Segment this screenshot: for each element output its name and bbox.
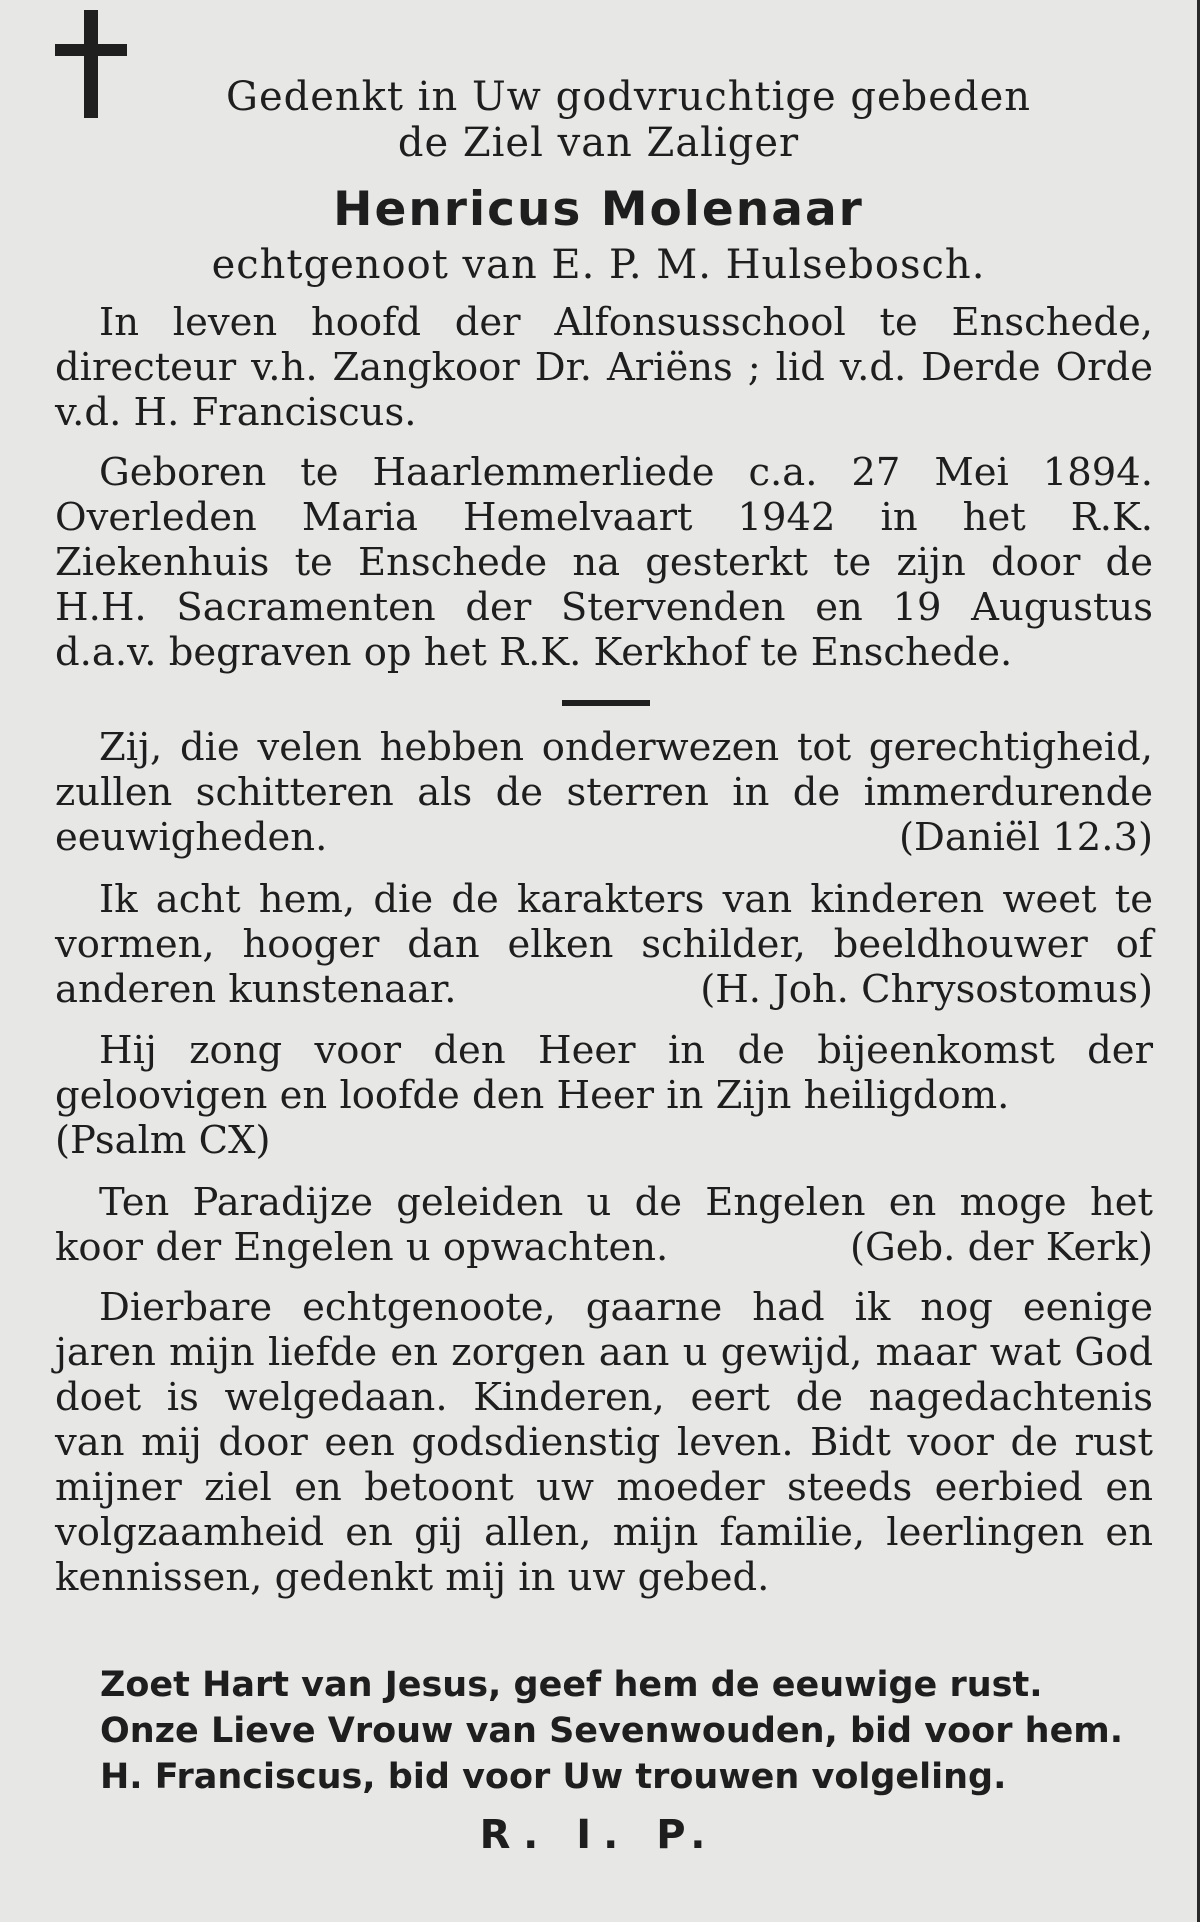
life-dates-text: Geboren te Haarlemmerliede c.a. 27 Mei 1894. Overleden Maria Hemelvaart 1942 in het R.K. Ziekenhuis te Enschede na gesterkt te zijn door de H.H. Sacramenten der Stervenden en 19 Augustus d.a.v. begraven op het R.K. Kerkhof te Enschede. [55,450,1153,675]
biography-text: In leven hoofd der Alfonsusschool te Enschede, directeur v.h. Zangkoor Dr. Ariëns ; lid v.d. Derde Orde v.d. H. Franciscus. [55,300,1153,435]
farewell-text: Dierbare echtgenoote, gaarne had ik nog eenige jaren mijn liefde en zorgen aan u gewijd, maar wat God doet is welgedaan. Kinderen, eert de nagedachtenis van mij door een godsdienstig leven. Bidt voor de rust mijner ziel en betoont uw moeder steeds eerbied en volgzaamheid en gij allen, mijn familie, leerlingen en kennissen, gedenkt mij in uw gebed. [55,1285,1153,1600]
quote-text: Ten Paradijze geleiden u de Engelen en moge het koor der Engelen u opwachten. [55,1180,1153,1270]
prayer-line: H. Franciscus, bid voor Uw trouwen volgeling. [100,1757,1007,1797]
deceased-name: Henricus Molenaar [333,182,864,237]
divider [562,700,650,706]
farewell-message [55,1285,1153,1600]
header-line-2: de Ziel van Zaliger [397,120,800,166]
spouse-line: echtgenoot van E. P. M. Hulsebosch. [211,242,986,288]
quote-text: Zij, die velen hebben onderwezen tot gerechtigheid, zullen schitteren als de sterren in de immerdurende eeuwigheden. [55,725,1153,860]
life-dates [55,450,1153,675]
header-line-1: Gedenkt in Uw godvruchtige gebeden [225,74,1031,120]
prayer-line: Zoet Hart van Jesus, geef hem de eeuwige rust. [100,1665,1043,1705]
quote-source: (Daniël 12.3) [898,815,1153,860]
quote-source: (Psalm CX) [55,1118,271,1163]
biography [55,300,1153,435]
quote-text: Hij zong voor den Heer in de bijeenkomst der geloovigen en loofde den Heer in Zijn heiligdom. [55,1028,1153,1118]
quote-daniel [55,725,1153,860]
prayer-line: Onze Lieve Vrouw van Sevenwouden, bid voor hem. [100,1711,1124,1751]
quote-source: (Geb. der Kerk) [849,1225,1153,1270]
quote-psalm [55,1028,1153,1163]
quote-chrysostomus [55,877,1153,1012]
rip-closing: R. I. P. [479,1812,718,1858]
quote-text: Ik acht hem, die de karakters van kinderen weet te vormen, hooger dan elken schilder, beeldhouwer of anderen kunstenaar. [55,877,1153,1012]
quote-church [55,1180,1153,1270]
quote-source: (H. Joh. Chrysostomus) [700,967,1153,1012]
